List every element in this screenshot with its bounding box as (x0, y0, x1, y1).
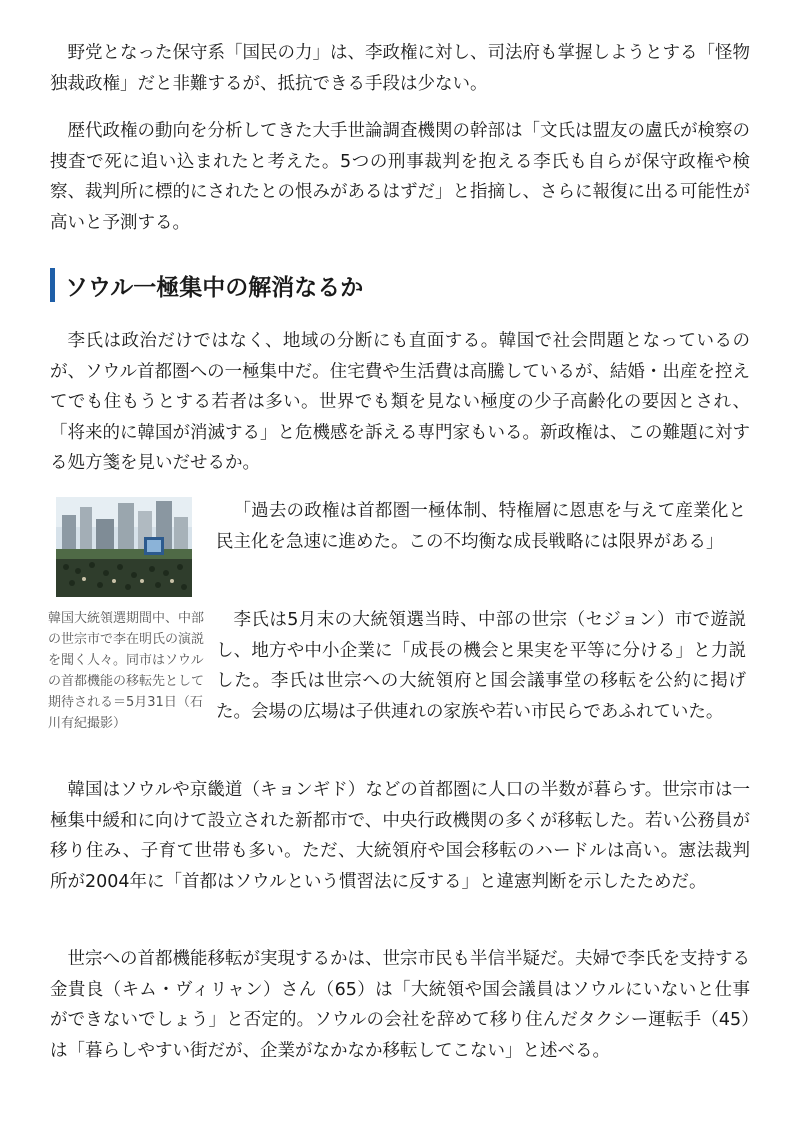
section-heading (50, 267, 750, 303)
paragraph-2: 歴代政権の動向を分析してきた大手世論調査機関の幹部は「文氏は盟友の盧氏が検察の捜査で死に追い込まれたと考えた。5つの刑事裁判を抱える李氏も自らが保守政権や検察、裁判所に標的にされたとの恨みがあるはずだ」と指摘し、さらに報復に出る可能性が高いと予測する。 (50, 121, 750, 233)
photo-caption: 韓国大統領選期間中、中部の世宗市で李在明氏の演説を聞く人々。同市はソウルの首都機能の移転先として期待される＝5月31日（石川有紀撮影） (48, 611, 205, 731)
paragraph-3: 李氏は政治だけではなく、地域の分断にも直面する。韓国で社会問題となっているのが、ソウル首都圏への一極集中だ。住宅費や生活費は高騰しているが、結婚・出産を控えてでも住もうとする若者は多い。世界でも類を見ない極度の少子高齢化の要因とされ、「将来的に韓国が消滅する」と危機感を訴える専門家もいる。新政権は、この難題に対する処方箋を見いだせるか。 (50, 331, 750, 473)
heading-accent-bar (50, 268, 55, 302)
paragraph-4-quote: 「過去の政権は首都圏一極体制、特権層に恩恵を与えて産業化と民主化を急速に進めた。この不均衡な成長戦略には限界がある」 (216, 501, 746, 552)
paragraph-6: 韓国はソウルや京畿道（キョンギド）などの首都圏に人口の半数が暮らす。世宗市は一極集中緩和に向けて設立された新都市で、中央行政機関の多くが移転した。若い公務員が移り住み、子育て世帯も多い。ただ、大統領府や国会移転のハードルは高い。憲法裁判所が2004年に「首都はソウルという慣習法に反する」と違憲判断を示したためだ。 (50, 780, 750, 892)
paragraph-5: 李氏は5月末の大統領選当時、中部の世宗（セジョン）市で遊説し、地方や中小企業に「成長の機会と果実を平等に分ける」と力説した。李氏は世宗への大統領府と国会議事堂の移転を公約に掲げた。会場の広場は子供連れの家族や若い市民らであふれていた。 (216, 610, 746, 722)
rally-photo (56, 497, 192, 597)
rally-photo-image (56, 497, 192, 597)
section-heading-text: ソウル一極集中の解消なるか (65, 274, 364, 301)
paragraph-7: 世宗への首都機能移転が実現するかは、世宗市民も半信半疑だ。夫婦で李氏を支持する金貴良（キム・ヴィリャン）さん（65）は「大統領や国会議員はソウルにいないと仕事ができないでしょう」と否定的。ソウルの会社を辞めて移り住んだタクシー運転手（45）は「暮らしやすい街だが、企業がなかなか移転してこない」と述べる。 (50, 949, 750, 1061)
paragraph-1: 野党となった保守系「国民の力」は、李政権に対し、司法府も掌握しようとする「怪物独裁政権」だと非難するが、抵抗できる手段は少ない。 (50, 43, 750, 94)
